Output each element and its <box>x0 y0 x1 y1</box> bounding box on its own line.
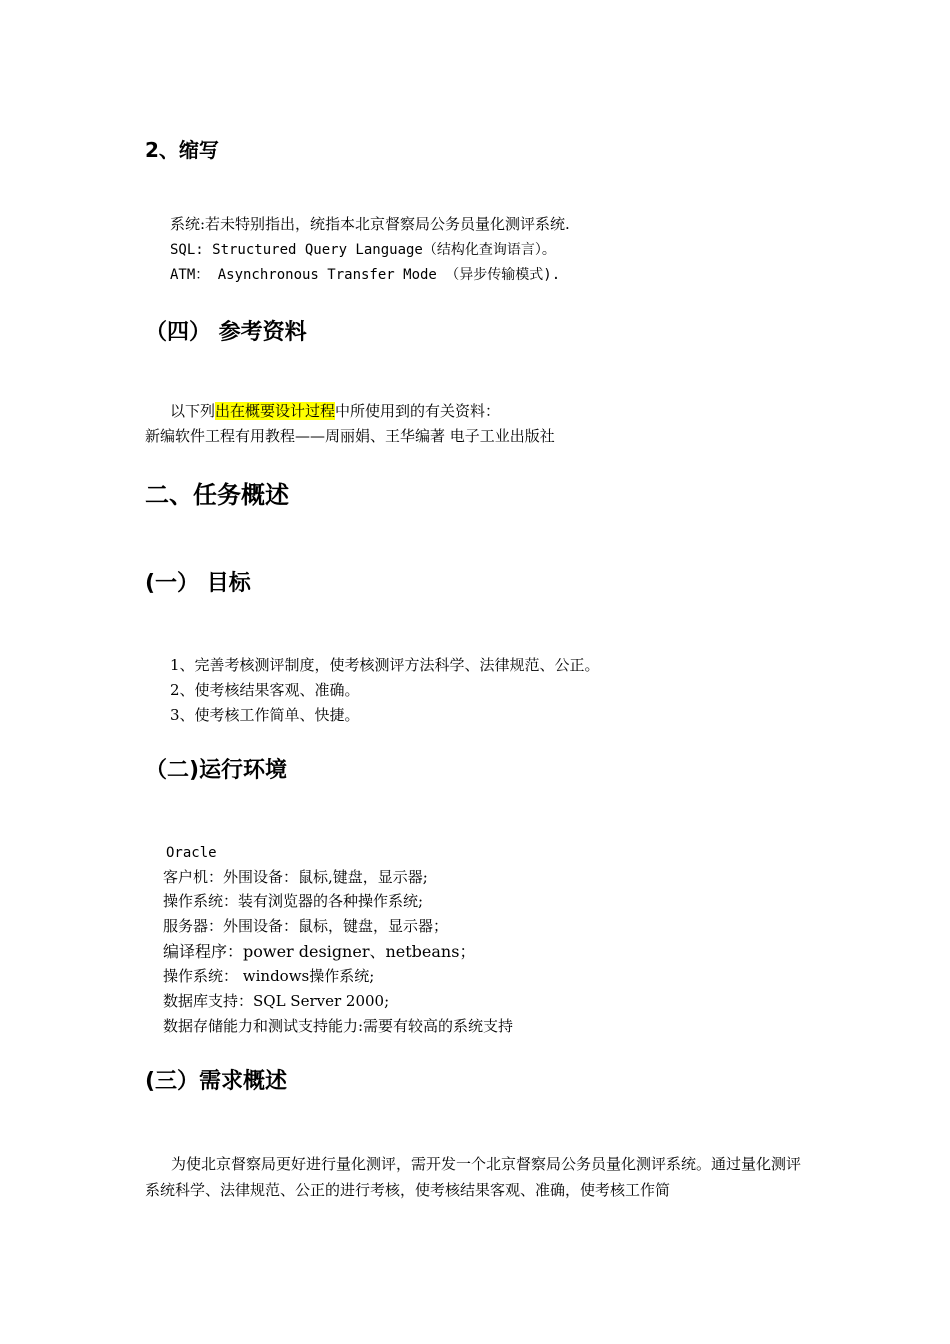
env-line: 数据库支持：SQL Server 2000; <box>163 992 390 1010</box>
references-intro-pre: 以下列 <box>170 402 216 420</box>
requirements-paragraph: 为使北京督察局更好进行量化测评，需开发一个北京督察局公务员量化测评系统。通过量化测评系统科学、法律规范、公正的进行考核，使考核结果客观、准确，使考核工作简 <box>145 1155 802 1199</box>
goal-item: 3、使考核工作简单、快捷。 <box>170 706 360 724</box>
env-line: 操作系统： windows操作系统; <box>163 967 375 985</box>
env-line: Oracle <box>166 845 217 861</box>
env-line: 数据存储能力和测试支持能力:需要有较高的系统支持 <box>163 1017 514 1035</box>
requirements-overview-heading: (三）需求概述 <box>145 1069 288 1094</box>
goal-item: 1、完善考核测评制度，使考核测评方法科学、法律规范、公正。 <box>170 656 600 674</box>
abbrev-system-line: 系统:若未特别指出，统指本北京督察局公务员量化测评系统. <box>170 215 570 233</box>
task-overview-heading: 二、任务概述 <box>145 481 289 509</box>
runtime-environment-heading: （二)运行环境 <box>145 758 288 783</box>
abbreviations-heading: 2、缩写 <box>145 138 219 162</box>
references-intro <box>170 401 500 421</box>
abbrev-sql-line: SQL: Structured Query Language（结构化查询语言）。 <box>170 242 556 258</box>
references-heading: （四） 参考资料 <box>145 320 307 345</box>
references-intro-post: 中所使用到的有关资料： <box>335 402 501 420</box>
goal-item: 2、使考核结果客观、准确。 <box>170 681 360 699</box>
env-line: 服务器：外围设备：鼠标，键盘，显示器； <box>163 917 449 935</box>
env-line: 客户机：外围设备：鼠标,键盘，显示器; <box>163 868 428 886</box>
reference-book: 新编软件工程有用教程——周丽娟、王华编著 电子工业出版社 <box>145 427 555 445</box>
goals-heading: (一） 目标 <box>145 571 251 596</box>
env-line: 编译程序：power designer、netbeans； <box>163 942 476 961</box>
highlighted-text: 出在概要设计过程 <box>215 402 336 420</box>
abbrev-atm-line: ATM： Asynchronous Transfer Mode （异步传输模式). <box>170 267 561 283</box>
env-line: 操作系统：装有浏览器的各种操作系统; <box>163 892 424 910</box>
